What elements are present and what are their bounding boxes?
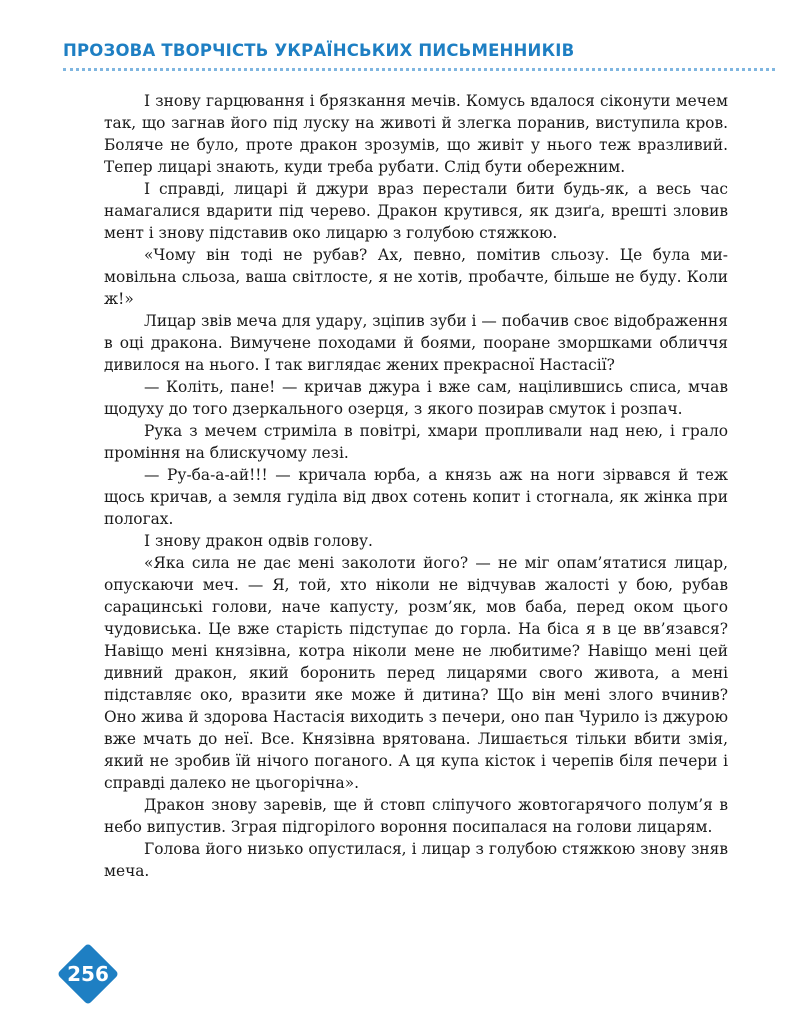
paragraph: Голова його низько опустилася, і лицар з голубою стяжкою знову зняв меча. bbox=[104, 840, 728, 880]
paragraph: — Ру-ба-а-ай!!! — кричала юрба, а князь аж на ноги зірвався й теж щось кричав, а земля гуділа від двох сотень копит і стогнала, як жінка при пологах. bbox=[104, 466, 728, 528]
paragraph: «Яка сила не дає мені заколоти його? — не міг опам’ятатися лицар, опускаючи меч. — Я, той, хто ніколи не відчував жалості у бою, рубав сарацинські голови, наче капусту, розм’як, мов баба, перед оком цього чудовиська. Це вже старість підступає до горла. На біса я в це вв’язався? Навіщо мені князівна, котра ніколи мене не любитиме? Навіщо мені цей дивний дракон, який боронить перед лицарями свого живота, а мені підставляє око, вразити яке може й дитина? Що він мені злого вчинив? Оно жива й здорова Настасія виходить з печери, оно пан Чурило із джурою вже мчать до неї. Все. Князівна врятована. Лишається тільки вбити змія, який не зробив їй нічого поганого. А ця купа кісток і черепів біля печери і справді далеко не цьогорічна». bbox=[104, 554, 728, 792]
paragraph: «Чому він тоді не рубав? Ах, певно, помітив сльозу. Це була мимовільна сльоза, ваша світлосте, я не хотів, пробачте, більше не буду. Коли ж!» bbox=[104, 246, 728, 308]
page-number-badge bbox=[58, 944, 118, 1004]
dotted-divider bbox=[63, 68, 775, 71]
paragraph: Лицар звів меча для удару, зціпив зуби і — побачив своє відображення в оці дракона. Вимучене походами й боями, пооране зморшками обличчя дивилося на нього. І так виглядає жених прекрасної Настасії? bbox=[104, 312, 728, 374]
running-header bbox=[63, 40, 783, 71]
page-number: 256 bbox=[67, 962, 109, 986]
paragraph: І справді, лицарі й джури враз перестали бити будь-як, а весь час намагалися вдарити під черево. Дракон крутився, як дзиґа, врешті зловив мент і знову підставив око лицарю з голубою стяжкою. bbox=[104, 180, 728, 242]
paragraph: І знову дракон одвів голову. bbox=[144, 532, 373, 550]
paragraph: Дракон знову заревів, ще й стовп сліпучого жовтогарячого полум’я в небо випустив. Зграя підгорілого вороння посипалася на голови лицарям. bbox=[104, 796, 728, 836]
story-text bbox=[104, 90, 728, 882]
paragraph: І знову гарцювання і брязкання мечів. Комусь вдалося сіконути мечем так, що загнав його під луску на животі й злегка поранив, виступила кров. Боляче не було, проте дракон зрозумів, що живіт у нього теж вразливий. Тепер лицарі знають, куди треба рубати. Слід бути обережним. bbox=[104, 92, 728, 176]
paragraph: — Коліть, пане! — кричав джура і вже сам, націлившись списа, мчав щодуху до того дзеркального озерця, з якого позирав смуток і розпач. bbox=[104, 378, 728, 418]
section-title: ПРОЗОВА ТВОРЧІСТЬ УКРАЇНСЬКИХ ПИСЬМЕННИКІВ bbox=[63, 41, 575, 60]
paragraph: Рука з мечем стриміла в повітрі, хмари пропливали над нею, і грало проміння на блискучому лезі. bbox=[104, 422, 728, 462]
